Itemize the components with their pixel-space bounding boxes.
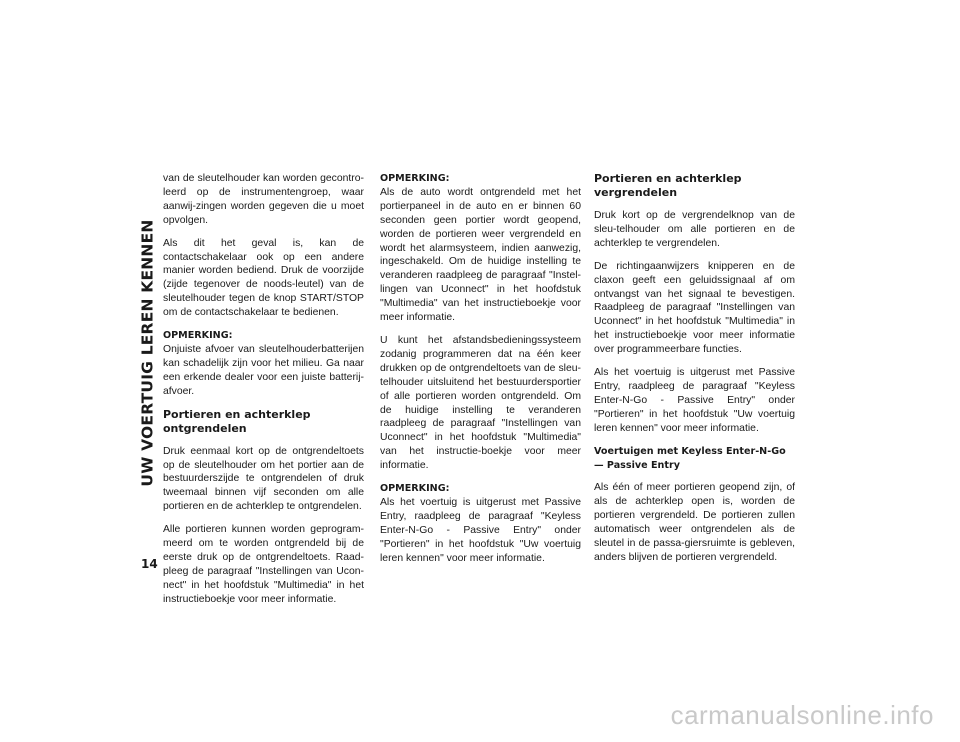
paragraph: Alle portieren kunnen worden geprogram-meerd om te worden ontgrendeld bij de eerste druk op de ontgrendeltoets. Raad-pleeg de paragraaf "Instellingen van Ucon-nect" in het hoofdstuk "Multimedia" in het instructieboekje voor meer informatie. (163, 524, 364, 605)
note-text: Als de auto wordt ontgrendeld met het portierpaneel in de auto en er binnen 60 seconden geen portier wordt geopend, worden de portieren weer vergrendeld en wordt het alarmsysteem, indien aanwezig, ingeschakeld. Om de huidige instelling te veranderen raadpleeg de paragraaf "Instel-lingen van Uconnect" in het hoofdstuk "Multimedia" van het instructieboekje voor meer informatie. (380, 186, 581, 324)
paragraph: U kunt het afstandsbedieningssysteem zodanig programmeren dat na één keer drukken op de ontgrendeltoets van de sleu-telhouder uitsluitend het bestuurdersportier of alle portieren worden ontgrendeld. Om de huidige instelling te veranderen raadpleeg de paragraaf "Instellingen van Uconnect" in het hoofdstuk "Multimedia" van het instructie-boekje voor meer informatie. (380, 334, 581, 472)
note-text: Als het voertuig is uitgerust met Passive Entry, raadpleeg de paragraaf "Keyless Enter-N-Go - Passive Entry" onder "Portieren" in het hoofdstuk "Uw voertuig leren kennen" voor meer informatie. (380, 496, 581, 564)
paragraph: Als dit het geval is, kan de contactschakelaar ook op een andere manier worden bediend. Druk de voorzijde (zijde tegenover de noods-leutel) van de sleutelhouder tegen de knop START/STOP om de contactschakelaar te bedienen. (163, 237, 364, 319)
note-block (380, 172, 581, 325)
paragraph: Druk eenmaal kort op de ontgrendeltoets op de sleutelhouder om het portier aan de bestuurderszijde te ontgrendelen of druk tweemaal binnen vijf seconden om alle portieren en de achterklep te ontgrendelen. (163, 445, 364, 513)
subsection-heading: Voertuigen met Keyless Enter-N-Go — Passive Entry (594, 445, 786, 471)
note-block (380, 482, 581, 565)
paragraph: Druk kort op de vergrendelknop van de sleu-telhouder om alle portieren en de achterklep te vergrendelen. (594, 210, 795, 249)
note-label: OPMERKING: (163, 330, 233, 342)
note-label: OPMERKING: (380, 173, 450, 184)
note-label: OPMERKING: (380, 483, 450, 495)
paragraph: van de sleutelhouder kan worden gecontro-leerd op de instrumentengroep, waar aanwij-zingen worden gegeven die u moet opvolgen. (163, 173, 364, 226)
text-column-2 (380, 172, 581, 574)
section-heading: Portieren en achterklep ontgrendelen (163, 407, 311, 435)
text-column-3 (594, 172, 795, 574)
note-block (163, 329, 364, 399)
chapter-side-tab (137, 172, 158, 534)
text-column-1 (163, 172, 364, 616)
paragraph: Als één of meer portieren geopend zijn, of als de achterklep open is, worden de portieren vergrendeld. De portieren zullen automatisch weer ontgrendelen als de sleutel in de passa-giersruimte is gebleven, anders blijven de portieren vergrendeld. (594, 482, 795, 563)
paragraph: Als het voertuig is uitgerust met Passive Entry, raadpleeg de paragraaf "Keyless Enter-N-Go - Passive Entry" onder "Portieren" in het hoofdstuk "Uw voertuig leren kennen" voor meer informatie. (594, 367, 795, 434)
chapter-title: UW VOERTUIG LEREN KENNEN (138, 219, 157, 487)
paragraph: De richtingaanwijzers knipperen en de claxon geeft een geluidssignaal af om ontvangst van het signaal te bevestigen. Raadpleeg de paragraaf "Instellingen van Uconnect" in het hoofdstuk "Multimedia" in het instructieboekje voor meer informatie over programmeerbare functies. (594, 260, 795, 356)
section-heading: Portieren en achterklep vergrendelen (594, 172, 742, 199)
page-number: 14 (141, 557, 158, 571)
watermark: carmanualsonline.info (670, 700, 934, 730)
note-text: Onjuiste afvoer van sleutelhouderbatterijen kan schadelijk zijn voor het milieu. Ga naar een erkende dealer voor een juiste batterij-afvoer. (163, 343, 364, 397)
